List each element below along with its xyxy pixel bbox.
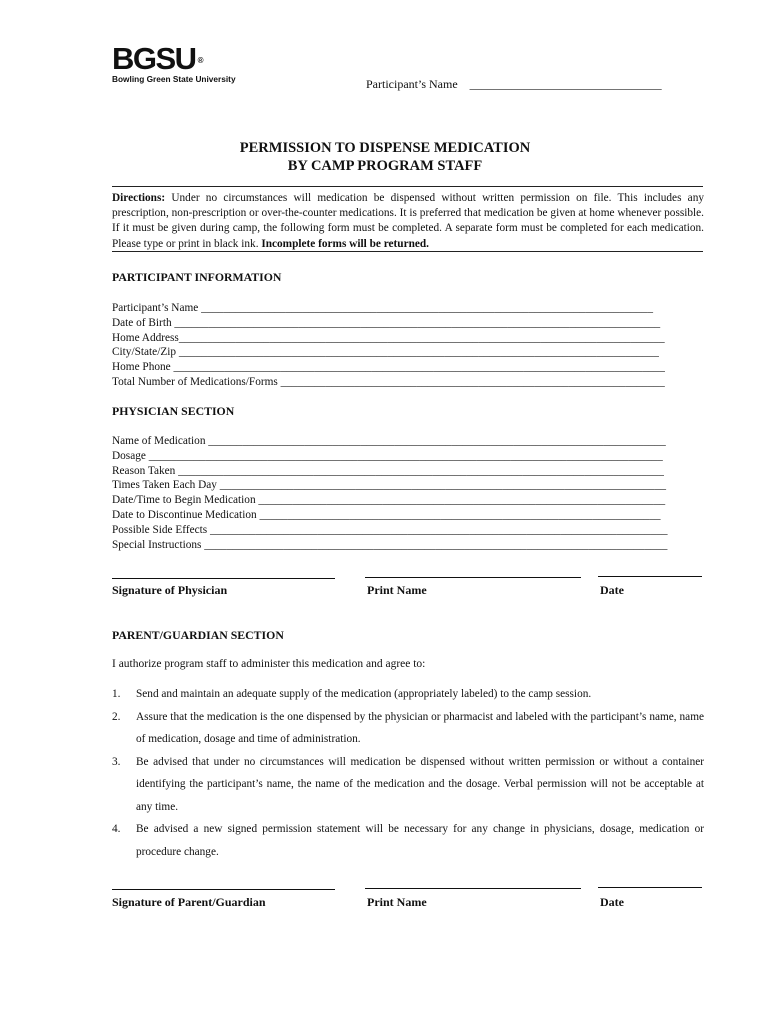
reason-taken-field[interactable]: Reason Taken ______________________________________________________________________________________ xyxy=(112,464,664,477)
physician-signature-label: Signature of Physician xyxy=(112,583,228,597)
begin-medication-field[interactable]: Date/Time to Begin Medication ________________________________________________________________________ xyxy=(112,494,666,507)
discontinue-medication-field[interactable]: Date to Discontinue Medication _______________________________________________________________________ xyxy=(112,508,661,521)
guardian-section-heading: PARENT/GUARDIAN SECTION xyxy=(112,628,284,642)
physician-section-heading: PHYSICIAN SECTION xyxy=(112,404,235,418)
list-item: 3. Be advised that under no circumstances will medication be dispensed without written permission or without a container identifying the participant’s name, the name of the medication and the dosage. Verbal permission will not be acceptable at any time. xyxy=(112,755,704,813)
participant-info-fields xyxy=(112,301,665,390)
total-medications-field[interactable]: Total Number of Medications/Forms ____________________________________________________________________ xyxy=(112,375,665,388)
physician-date-line[interactable] xyxy=(598,576,702,577)
times-taken-field[interactable]: Times Taken Each Day _______________________________________________________________________________ xyxy=(112,479,666,492)
participant-name-header xyxy=(366,77,662,92)
logo-mark: BGSU ® xyxy=(112,41,204,76)
special-instructions-field[interactable]: Special Instructions __________________________________________________________________________________ xyxy=(112,538,668,551)
bgsu-logo xyxy=(112,41,236,84)
physician-print-name-label: Print Name xyxy=(367,583,427,597)
city-state-zip-field[interactable]: City/State/Zip _____________________________________________________________________________________ xyxy=(112,346,659,359)
list-item: 2. Assure that the medication is the one dispensed by the physician or pharmacist and labeled with the participant’s name, name of medication, dosage and time of administration. xyxy=(112,710,704,745)
physician-print-name-line[interactable] xyxy=(365,577,581,578)
participant-name-field[interactable]: Participant’s Name ________________________________________________________________________________ xyxy=(112,302,653,314)
list-item: 4. Be advised a new signed permission statement will be necessary for any change in physicians, dosage, medication or procedure change. xyxy=(112,823,704,858)
participant-name-label: Participant’s Name xyxy=(366,77,458,91)
guardian-date-label: Date xyxy=(600,895,624,909)
physician-fields xyxy=(112,434,668,552)
participant-info-heading: PARTICIPANT INFORMATION xyxy=(112,270,282,284)
directions-body: Under no circumstances will medication be dispensed without written permission on file. This includes any prescription, non-prescription or over-the-counter medications. It is preferred that medication be given at home whenever possible. If it must be given during camp, the following form must be completed. A separate form must be completed for each medication. Please type or print in black ink. xyxy=(112,192,704,250)
side-effects-field[interactable]: Possible Side Effects _________________________________________________________________________________ xyxy=(112,523,668,536)
dosage-field[interactable]: Dosage ___________________________________________________________________________________________ xyxy=(112,449,663,462)
guardian-print-name-line[interactable] xyxy=(365,888,581,889)
guardian-date-line[interactable] xyxy=(598,887,702,888)
directions-emphasis: Incomplete forms will be returned. xyxy=(261,237,429,250)
directions-label: Directions: xyxy=(112,192,166,204)
participant-name-blank[interactable]: ________________________________ xyxy=(469,77,662,91)
physician-signature-line[interactable] xyxy=(112,578,335,579)
list-item: 1. Send and maintain an adequate supply of the medication (appropriately labeled) to the camp session. xyxy=(112,688,592,700)
guardian-agreement-list xyxy=(112,683,704,863)
divider-bottom xyxy=(112,251,703,252)
guardian-signature-label: Signature of Parent/Guardian xyxy=(112,895,266,909)
medication-name-field[interactable]: Name of Medication _________________________________________________________________________________ xyxy=(112,435,666,447)
home-phone-field[interactable]: Home Phone _______________________________________________________________________________________ xyxy=(112,361,665,374)
page-title xyxy=(0,139,770,175)
title-line-2: BY CAMP PROGRAM STAFF xyxy=(287,158,483,174)
logo-university-name: Bowling Green State University xyxy=(112,74,236,84)
guardian-signature-line[interactable] xyxy=(112,889,335,890)
guardian-print-name-label: Print Name xyxy=(367,895,427,909)
physician-date-label: Date xyxy=(600,583,624,597)
guardian-intro: I authorize program staff to administer this medication and agree to: xyxy=(112,658,426,670)
directions-text xyxy=(112,191,704,252)
home-address-field[interactable]: Home Address______________________________________________________________________________________ xyxy=(112,331,665,344)
date-of-birth-field[interactable]: Date of Birth ______________________________________________________________________________________ xyxy=(112,316,661,329)
divider-top xyxy=(112,186,703,187)
title-line-1: PERMISSION TO DISPENSE MEDICATION xyxy=(239,140,531,156)
